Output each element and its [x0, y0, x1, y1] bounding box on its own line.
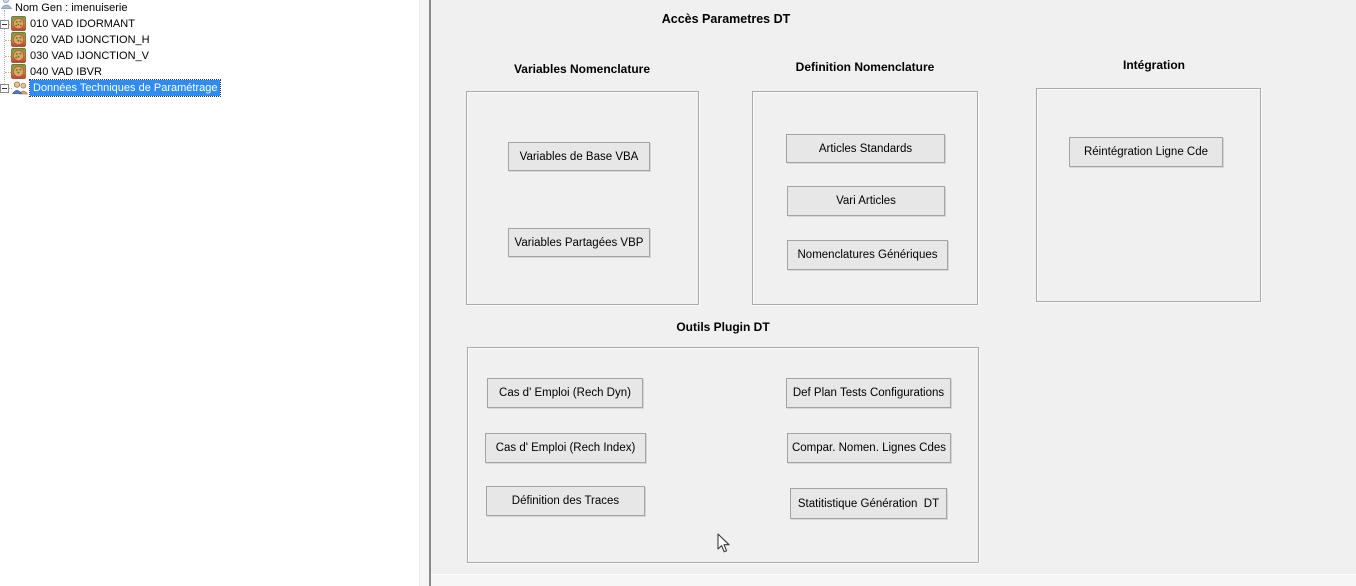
- tree-root-label[interactable]: Nom Gen : imenuiserie: [15, 2, 128, 14]
- tree-item-donnees-techniques[interactable]: [0, 80, 419, 96]
- cas-emploi-rech-index-button[interactable]: Cas d' Emploi (Rech Index): [485, 433, 646, 463]
- tree-root-row[interactable]: [0, 0, 419, 16]
- variables-partagees-vbp-button[interactable]: Variables Partagées VBP: [508, 228, 650, 257]
- tree-item-label-selected[interactable]: Données Techniques de Paramétrage: [30, 80, 220, 96]
- mouse-cursor-icon: [717, 533, 731, 559]
- people-icon: [11, 81, 29, 100]
- root-node-icon: [1, 0, 12, 14]
- reintegration-ligne-cde-button[interactable]: Réintégration Ligne Cde: [1069, 137, 1223, 167]
- tree-item-label[interactable]: 020 VAD IJONCTION_H: [30, 34, 150, 46]
- panel-splitter[interactable]: [419, 0, 429, 586]
- nomenclature-tree: [0, 0, 419, 586]
- page-title: Accès Parametres DT: [661, 12, 791, 26]
- cas-emploi-rech-dyn-button[interactable]: Cas d' Emploi (Rech Dyn): [487, 378, 643, 408]
- acces-parametres-panel: [431, 0, 1356, 586]
- collapse-minus-icon[interactable]: [0, 84, 9, 93]
- statistique-generation-dt-button[interactable]: Statitistique Génération DT: [790, 488, 947, 519]
- tree-item-label[interactable]: 040 VAD IBVR: [30, 66, 102, 78]
- compar-nomen-lignes-cdes-button[interactable]: Compar. Nomen. Lignes Cdes: [787, 433, 951, 463]
- tree-item-020-vad-ijonction-h[interactable]: [0, 32, 419, 48]
- vari-articles-button[interactable]: Vari Articles: [787, 186, 945, 216]
- articles-standards-button[interactable]: Articles Standards: [786, 134, 945, 163]
- tree-item-030-vad-ijonction-v[interactable]: [0, 48, 419, 64]
- nomenclatures-generiques-button[interactable]: Nomenclatures Génériques: [787, 240, 948, 270]
- variables-de-base-vba-button[interactable]: Variables de Base VBA: [508, 142, 650, 171]
- tree-item-label[interactable]: 010 VAD IDORMANT: [30, 18, 135, 30]
- group-title-outils-plugin-dt: Outils Plugin DT: [676, 320, 770, 334]
- group-title-variables-nomenclature: Variables Nomenclature: [513, 62, 651, 76]
- tree-item-label[interactable]: 030 VAD IJONCTION_V: [30, 50, 149, 62]
- group-title-definition-nomenclature: Definition Nomenclature: [795, 60, 935, 74]
- tree-item-010-vad-idormant[interactable]: [0, 16, 419, 32]
- collapse-minus-icon[interactable]: [0, 20, 9, 29]
- groupbox-variables-nomenclature: [466, 91, 699, 305]
- groupbox-integration: [1036, 88, 1261, 302]
- tree-item-040-vad-ibvr[interactable]: [0, 64, 419, 80]
- group-title-integration: Intégration: [1123, 58, 1185, 72]
- def-plan-tests-configurations-button[interactable]: Def Plan Tests Configurations: [786, 378, 951, 408]
- window-bottom-edge: [431, 574, 1356, 586]
- definition-des-traces-button[interactable]: Définition des Traces: [486, 486, 645, 516]
